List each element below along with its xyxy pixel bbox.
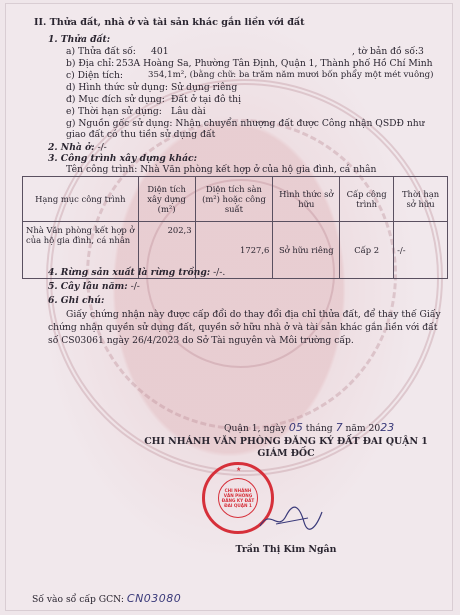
sign-date-prefix: Quận 1, ngày [224,423,286,434]
perennial-row [48,281,140,292]
address-label: b) Địa chỉ: [66,58,115,69]
sign-year-label: năm 20 [345,423,381,434]
parcel-number-label: a) Thửa đất số: [66,46,136,57]
col-header-build-area: Diện tích xây dựng (m²) [138,177,195,222]
parcel-number-value: 401 [151,46,169,57]
registry-number-value: CN03080 [126,592,182,605]
registry-number [32,593,181,605]
section-title: II. Thửa đất, nhà ở và tài sản khác gắn liền với đất [34,17,305,28]
certificate-page [6,4,452,610]
area-value: 354,1m², (bằng chữ: ba trăm năm mươi bốn phẩy một mét vuông) [148,70,434,80]
usage-origin-value: Nhận chuyển nhượng đất được Công nhận QSDĐ như giao đất có thu tiền sử dụng đất [66,118,425,140]
cell-build-area: 202,3 [138,222,195,279]
perennial-value: -/- [130,281,140,292]
construction-name-value: Nhà Văn phòng kết hợp ở của hộ gia đình, cá nhân [140,164,377,175]
area-label: c) Diện tích: [66,70,124,81]
forest-row [48,267,225,278]
registry-number-label: Số vào sổ cấp GCN: [32,594,124,605]
house-value: -/- [97,142,107,153]
seal-star-icon: ★ [236,466,242,473]
sign-year: 23 [380,421,395,434]
sign-month-label: tháng [305,423,333,434]
house-heading: 2. Nhà ở: [48,142,95,153]
construction-name [66,164,376,175]
address-value: 253A Hoàng Sa, Phường Tân Định, Quận 1, Thành phố Hồ Chí Minh [116,58,433,69]
director-title: GIÁM ĐỐC [257,448,315,459]
usage-origin [66,118,446,140]
land-heading: 1. Thửa đất: [48,34,111,45]
usage-form-label: d) Hình thức sử dụng: [66,82,168,93]
seal-text: CHI NHÁNH VĂN PHÒNG ĐĂNG KÝ ĐẤT ĐAI QUẬN 1 [218,478,258,518]
cell-ownership-term: -/- [394,222,448,279]
construction-table [22,176,448,279]
map-sheet-value: 3 [418,46,424,57]
col-header-floor-area: Diện tích sàn (m²) hoặc công suất [195,177,273,222]
cell-item: Nhà Văn phòng kết hợp ở của hộ gia đình, cá nhân [23,222,139,279]
notes-text: Giấy chứng nhận này được cấp đổi do thay đổi địa chỉ thửa đất, để thay thế Giấy chứng nhận quyền sử dụng đất, quyền sở hữu nhà ở và tài sản khác gắn liền với đất số CS03061 ngày 26/4/2023 do Sở Tài nguyên và Môi trường cấp. [48,309,441,346]
col-header-ownership-form: Hình thức sở hữu [273,177,340,222]
col-header-grade: Cấp công trình [340,177,394,222]
perennial-heading: 5. Cây lâu năm: [48,281,128,292]
map-sheet-label: , tờ bản đồ số: [352,46,419,57]
cell-grade: Cấp 2 [340,222,394,279]
table-header-row [23,177,448,222]
usage-purpose-value: Đất ở tại đô thị [171,94,242,105]
cell-floor-area: 1727,6 [195,222,273,279]
construction-name-label: Tên công trình: [66,164,138,175]
forest-value: -/-. [213,267,226,278]
usage-form-value: Sử dụng riêng [171,82,238,93]
usage-origin-label: g) Nguồn gốc sử dụng: [66,118,173,129]
usage-purpose-label: đ) Mục đích sử dụng: [66,94,165,105]
usage-term-value: Lâu dài [171,106,206,117]
col-header-ownership-term: Thời hạn sở hữu [394,177,448,222]
col-header-item: Hạng mục công trình [23,177,139,222]
notes-heading: 6. Ghi chú: [48,295,105,306]
cell-ownership-form: Sở hữu riêng [273,222,340,279]
handwritten-signature [256,504,326,534]
construction-heading: 3. Công trình xây dựng khác: [48,153,198,164]
usage-term-label: e) Thời hạn sử dụng: [66,106,162,117]
sign-day: 05 [288,421,303,434]
agency-name: CHI NHÁNH VĂN PHÒNG ĐĂNG KÝ ĐẤT ĐAI QUẬN 1 [144,436,428,447]
sign-month: 7 [335,421,343,434]
house-row [48,142,107,153]
sign-date [224,422,394,434]
forest-heading: 4. Rừng sản xuất là rừng trồng: [48,267,211,278]
signer-name: Trần Thị Kim Ngân [235,544,337,555]
